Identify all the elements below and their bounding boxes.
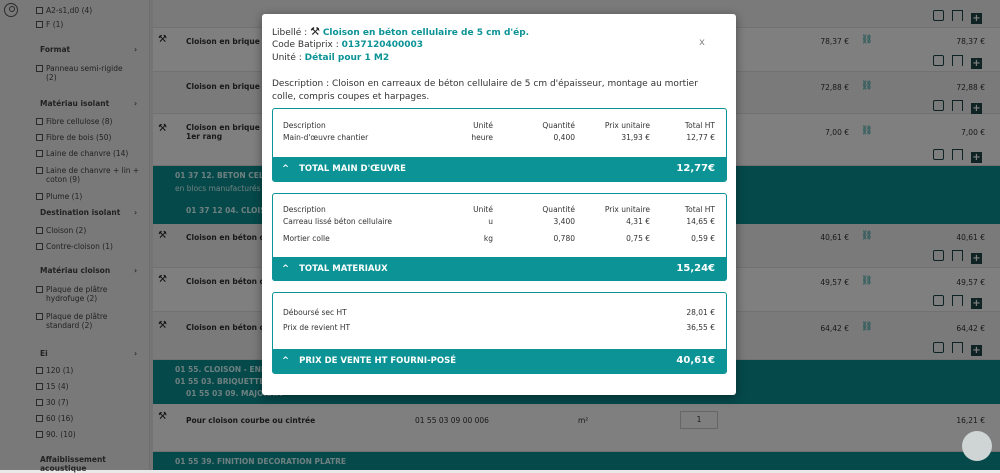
chevron-up-icon: ^ (282, 356, 290, 366)
table-header: Description Unité Quantité Prix unitaire Total HT (283, 121, 715, 130)
table-row: Carreau lissé béton cellulaire u 3,400 4,31 € 14,65 € (283, 217, 715, 226)
summary-row: Déboursé sec HT 28,01 € (283, 308, 715, 317)
table-header: Description Unité Quantité Prix unitaire Total HT (283, 205, 715, 214)
labour-section (272, 108, 727, 182)
hammer-icon: ⚒ (310, 25, 320, 38)
chevron-up-icon: ^ (282, 164, 290, 174)
materials-section (272, 193, 727, 281)
summary-section (272, 292, 727, 374)
sale-price-bar[interactable]: ^ PRIX DE VENTE HT FOURNI-POSÉ 40,61€ (272, 349, 727, 373)
help-button[interactable] (962, 431, 992, 461)
table-row: Mortier colle kg 0,780 0,75 € 0,59 € (283, 234, 715, 243)
chevron-up-icon: ^ (282, 264, 290, 274)
close-button[interactable]: x (699, 37, 705, 48)
price-detail-modal (262, 14, 736, 395)
unite-line: Unité : Détail pour 1 M2 (272, 53, 390, 63)
libelle-line: Libellé : ⚒ Cloison en béton cellulaire de 5 cm d'ép. (272, 25, 530, 38)
materials-total-bar[interactable]: ^ TOTAL MATERIAUX 15,24€ (272, 257, 727, 281)
labour-total-bar[interactable]: ^ TOTAL MAIN D'ŒUVRE 12,77€ (272, 157, 727, 181)
table-row: Main-d'œuvre chantier heure 0,400 31,93 € 12,77 € (283, 133, 715, 142)
description: Description : Cloison en carreaux de béton cellulaire de 5 cm d'épaisseur, montage au mortier colle, compris coupes et harpages. (272, 79, 698, 102)
code-line: Code Batiprix : 0137120400003 (272, 40, 424, 50)
summary-row: Prix de revient HT 36,55 € (283, 323, 715, 332)
